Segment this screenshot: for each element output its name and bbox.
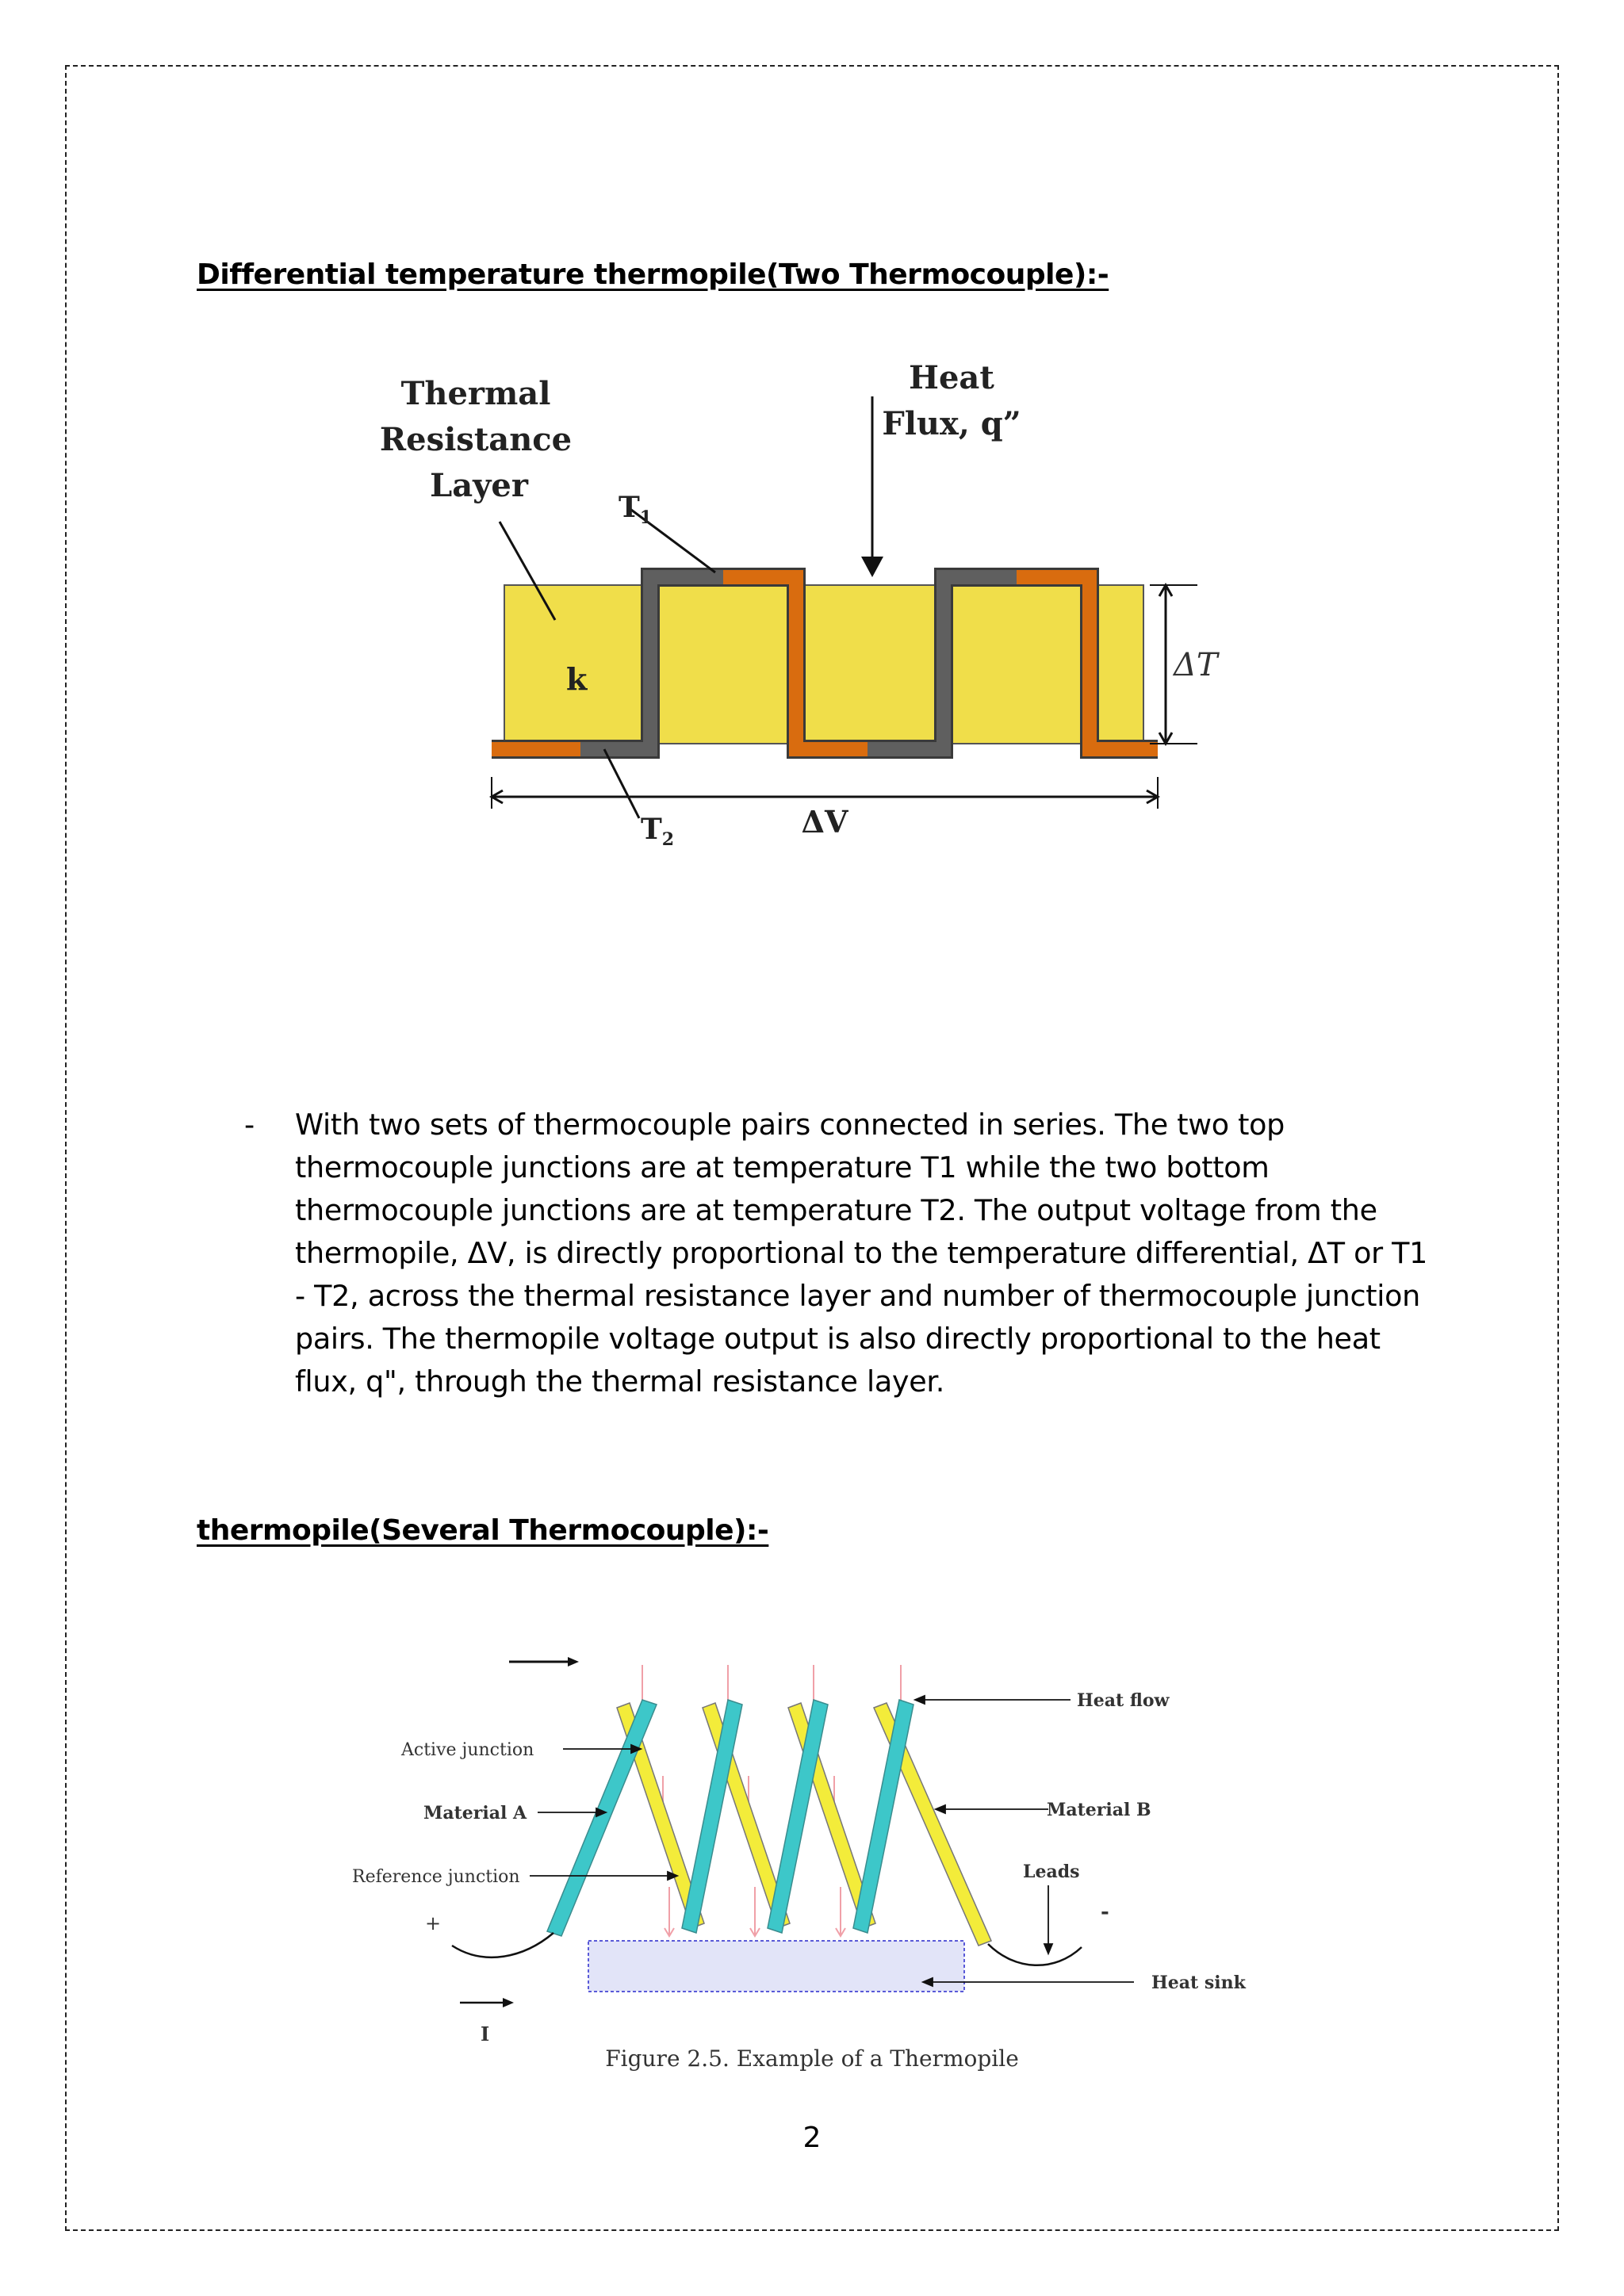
label-leads: Leads: [1023, 1862, 1080, 1882]
label-plus: +: [425, 1912, 442, 1934]
heat-sink: [588, 1941, 964, 1992]
label-layer: Layer: [430, 467, 528, 504]
label-t1: $T_1$: [619, 491, 653, 528]
description-list: [244, 1104, 1434, 1403]
differential-thermopile-diagram: [373, 349, 1269, 856]
page-number: 2: [802, 2122, 822, 2154]
bullet-text: With two sets of thermocouple pairs connected in series. The two top thermocouple junctions are at temperature T1 while the two bottom thermocouple junctions are at temperature T2. The output voltage from the thermopile, ΔV, is directly proportional to the temperature differential, ΔT or T1 - T2, across the thermal resistance layer and number of thermocouple junction pairs. The thermopile voltage output is also directly proportional to the heat flux, q", through the thermal resistance layer.: [295, 1108, 1428, 1399]
label-delta-t: ΔT: [1174, 647, 1218, 683]
bullet-marker: -: [244, 1108, 255, 1142]
label-k: k: [566, 661, 588, 697]
label-material-b: Material B: [1047, 1800, 1151, 1820]
label-reference-junction: Reference junction: [352, 1867, 520, 1887]
label-heat-sink: Heat sink: [1151, 1973, 1246, 1993]
label-flux: Flux, q”: [882, 405, 1021, 442]
figure-caption: Figure 2.5. Example of a Thermopile: [605, 2045, 1019, 2072]
list-item: [244, 1104, 1434, 1403]
label-active-junction: Active junction: [401, 1740, 534, 1760]
label-heat-flow: Heat flow: [1077, 1690, 1170, 1711]
label-resistance: Resistance: [379, 421, 573, 458]
label-material-a: Material A: [423, 1803, 527, 1823]
thermopile-diagram: [333, 1633, 1285, 2093]
material-a-bars: [547, 1700, 914, 1936]
label-minus: -: [1101, 1900, 1109, 1924]
label-t2: $T_2$: [641, 813, 675, 850]
label-delta-v: ΔV: [801, 804, 848, 840]
lead-positive: [452, 1933, 553, 1957]
label-current: I: [481, 2022, 490, 2045]
label-heat: Heat: [909, 359, 994, 396]
section-heading-several: thermopile(Several Thermocouple):-: [197, 1514, 769, 1547]
lead-negative: [988, 1944, 1082, 1965]
thermal-resistance-layer: [504, 585, 1143, 744]
label-thermal: Thermal: [400, 375, 551, 412]
section-heading-differential: Differential temperature thermopile(Two Thermocouple):-: [197, 258, 1109, 291]
